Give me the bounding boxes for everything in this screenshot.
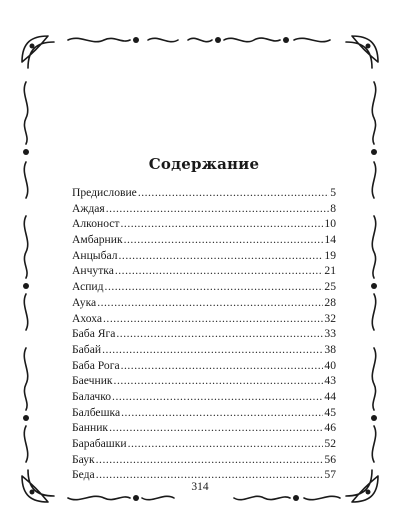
toc-entry-page: 5 [330, 186, 336, 199]
toc-entry-page: 40 [324, 358, 336, 372]
toc-entry [72, 185, 336, 201]
toc-entry-label: Барабашки [72, 437, 127, 450]
toc-leader-dots [106, 201, 329, 217]
toc-entry [72, 358, 336, 374]
toc-entry-page: 56 [324, 452, 336, 466]
toc-entry [72, 279, 336, 295]
toc-entry [72, 436, 336, 452]
page-title: Содержание [148, 155, 260, 173]
toc-entry-label: Баба Яга [72, 327, 116, 341]
toc-entry-page: 33 [324, 327, 336, 341]
toc-entry-label: Баечник [72, 374, 113, 388]
toc-entry-label: Амбарник [72, 233, 123, 247]
toc-entry-page: 46 [324, 421, 336, 435]
toc-entry-page: 57 [324, 468, 336, 482]
toc-entry [72, 342, 336, 358]
toc-entry-label: Аука [72, 295, 97, 309]
toc-leader-dots [102, 342, 323, 358]
toc-entry [72, 295, 336, 311]
toc-leader-dots [124, 232, 324, 248]
toc-entry-label: Банник [72, 421, 109, 435]
toc-entry-page: 21 [324, 264, 336, 278]
toc-entry [72, 216, 336, 232]
toc-leader-dots [96, 452, 324, 468]
toc-entry-page: 45 [324, 405, 336, 419]
page-number: 314 [191, 481, 209, 493]
toc-leader-dots [105, 279, 324, 295]
toc-entry-label: Ахоха [72, 311, 103, 325]
toc-leader-dots [112, 389, 323, 405]
toc-leader-dots [119, 248, 324, 264]
toc-entry-page: 14 [324, 233, 336, 247]
toc-entry-label: Балачко [72, 389, 112, 403]
toc-entry [72, 405, 336, 421]
toc-entry [72, 326, 336, 342]
toc-entry-label: Баук [72, 452, 95, 466]
toc-leader-dots [116, 326, 323, 342]
toc-entry-page: 32 [324, 311, 336, 325]
toc-leader-dots [115, 263, 324, 279]
toc-entry-label: Предисловие [72, 186, 137, 199]
toc-entry [72, 420, 336, 436]
table-of-contents [72, 155, 336, 483]
toc-entry-label: Аспид [72, 280, 104, 294]
toc-leader-dots [109, 420, 323, 436]
toc-leader-dots [121, 358, 324, 374]
toc-entry-label: Бабай [72, 342, 102, 356]
toc-leader-dots [97, 295, 323, 311]
toc-entry-label: Балбешка [72, 405, 121, 419]
toc-entry-page: 25 [324, 280, 336, 294]
toc-entry-label: Анчутка [72, 264, 114, 278]
toc-entry-page: 10 [324, 217, 336, 231]
toc-entry-page: 8 [330, 201, 336, 215]
toc-entry-page: 28 [324, 295, 336, 309]
toc-leader-dots [114, 373, 324, 389]
toc-entry-label: Беда [72, 468, 95, 482]
toc-entry [72, 232, 336, 248]
toc-entry [72, 311, 336, 327]
toc-entry-label: Баба Рога [72, 358, 120, 372]
toc-entry [72, 452, 336, 468]
toc-entry-page: 19 [324, 248, 336, 262]
toc-leader-dots [121, 216, 324, 232]
toc-leader-dots [121, 405, 323, 421]
toc-entry-page: 38 [324, 342, 336, 356]
toc-leader-dots [138, 185, 329, 201]
toc-entry [72, 248, 336, 264]
toc-entry-page: 52 [324, 437, 336, 450]
toc-entry [72, 201, 336, 217]
toc-entry-page: 44 [324, 389, 336, 403]
toc-leader-dots [128, 436, 324, 452]
toc-entry-label: Алконост [72, 217, 120, 231]
toc-list [72, 185, 336, 483]
toc-entry-label: Анцыбал [72, 248, 118, 262]
toc-entry [72, 263, 336, 279]
toc-entry [72, 389, 336, 405]
toc-entry-page: 43 [324, 374, 336, 388]
toc-leader-dots [103, 311, 323, 327]
toc-entry-label: Аждая [72, 201, 105, 215]
toc-entry [72, 373, 336, 389]
